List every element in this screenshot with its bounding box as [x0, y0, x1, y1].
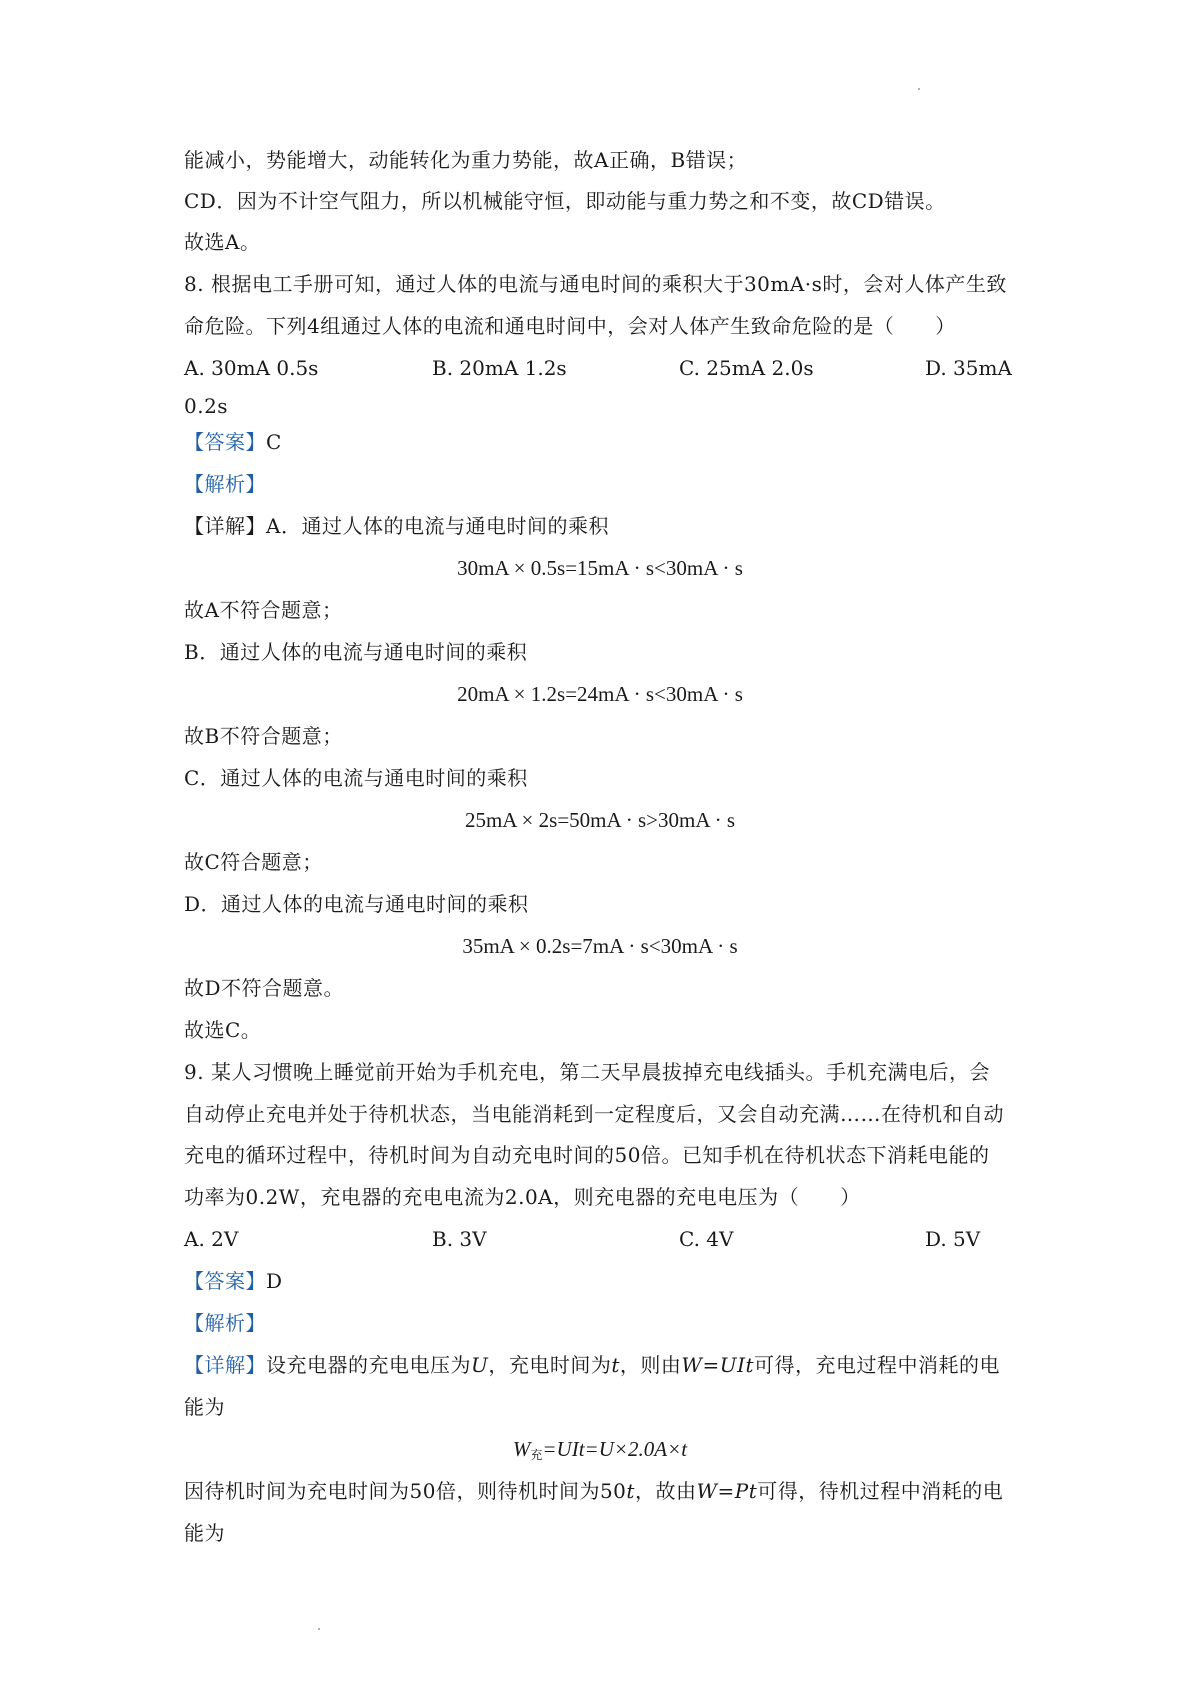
- symbol-t: t: [611, 1353, 620, 1377]
- detail-text: ，则由: [619, 1353, 682, 1377]
- q9-detail-4: 能为: [184, 1521, 225, 1545]
- text-line: 故选A。: [184, 230, 261, 254]
- q8-option-c: C. 25mA 2.0s: [679, 356, 814, 380]
- question-9-line-1: 9. 某人习惯晚上睡觉前开始为手机充电，第二天早晨拔掉充电线插头。手机充满电后，会: [184, 1060, 990, 1084]
- q9-detail-3: [184, 1477, 1003, 1505]
- equation-a: 30mA × 0.5s=15mA · s<30mA · s: [457, 556, 743, 580]
- analysis-tag: 【解析】: [184, 472, 266, 496]
- equation-w-charge: [0, 1435, 1200, 1469]
- text-line: CD．因为不计空气阻力，所以机械能守恒，即动能与重力势之和不变，故CD错误。: [184, 189, 946, 213]
- result-a: 故A不符合题意；: [184, 598, 343, 622]
- equation-c: 25mA × 2s=50mA · s>30mA · s: [464, 808, 736, 832]
- detail-text: A．通过人体的电流与通电时间的乘积: [266, 514, 609, 538]
- q8-answer: [184, 428, 282, 456]
- q9-option-b: B. 3V: [432, 1227, 487, 1251]
- detail-text: 设充电器的充电电压为: [266, 1353, 471, 1377]
- detail-text: ，充电时间为: [488, 1353, 612, 1377]
- answer-tag: 【答案】: [184, 1269, 266, 1293]
- q9-option-a: A. 2V: [184, 1227, 239, 1251]
- equation-b: 20mA × 1.2s=24mA · s<30mA · s: [457, 682, 743, 706]
- equation-body: =UIt=U×2.0A×t: [542, 1437, 688, 1461]
- q8-option-d-cont: 0.2s: [184, 394, 229, 418]
- q8-option-b: B. 20mA 1.2s: [432, 356, 567, 380]
- result-c: 故C符合题意；: [184, 850, 323, 874]
- equation-d: 35mA × 0.2s=7mA · s<30mA · s: [462, 934, 738, 958]
- formula-w-uit: W=UIt: [681, 1353, 755, 1377]
- answer-value: C: [266, 430, 282, 454]
- q8-analysis-tag: [184, 470, 266, 498]
- detail-text: 因待机时间为充电时间为50倍，则待机时间为50: [184, 1479, 627, 1503]
- detail-d: D．通过人体的电流与通电时间的乘积: [184, 892, 529, 916]
- detail-text: 可得，待机过程中消耗的电: [757, 1479, 1004, 1503]
- detail-b: B．通过人体的电流与通电时间的乘积: [184, 640, 528, 664]
- question-9-line-4: 功率为0.2W，充电器的充电电流为2.0A，则充电器的充电电压为（ ）: [184, 1185, 861, 1209]
- scan-speck: [918, 88, 920, 90]
- symbol-t: t: [626, 1479, 635, 1503]
- q9-option-d: D. 5V: [925, 1227, 981, 1251]
- analysis-tag: 【解析】: [184, 1311, 266, 1335]
- detail-text: ，故由: [634, 1479, 697, 1503]
- q8-detail-a: [184, 512, 609, 540]
- q8-option-a: A. 30mA 0.5s: [184, 356, 319, 380]
- text-line: 能减小，势能增大，动能转化为重力势能，故A正确，B错误；: [184, 148, 748, 172]
- subscript-charge: 充: [530, 1448, 543, 1462]
- q9-detail-2: 能为: [184, 1395, 225, 1419]
- detail-tag: 【详解】: [184, 1353, 266, 1377]
- detail-c: C．通过人体的电流与通电时间的乘积: [184, 766, 528, 790]
- result-b: 故B不符合题意；: [184, 724, 343, 748]
- detail-text: 可得，充电过程中消耗的电: [754, 1353, 1001, 1377]
- symbol-w: W: [512, 1437, 531, 1461]
- question-8-line-1: 8. 根据电工手册可知，通过人体的电流与通电时间的乘积大于30mA·s时，会对人体产生致: [184, 272, 1007, 296]
- detail-tag: 【详解】: [184, 514, 266, 538]
- q9-analysis-tag: [184, 1309, 266, 1337]
- result-d: 故D不符合题意。: [184, 976, 345, 1000]
- question-9-line-2: 自动停止充电并处于待机状态，当电能消耗到一定程度后，又会自动充满……在待机和自动: [184, 1102, 1004, 1126]
- q8-selection: 故选C。: [184, 1018, 262, 1042]
- q8-option-d: D. 35mA: [925, 356, 1012, 380]
- answer-value: D: [266, 1269, 283, 1293]
- question-8-line-2: 命危险。下列4组通过人体的电流和通电时间中，会对人体产生致命危险的是（ ）: [184, 314, 956, 338]
- symbol-u: U: [471, 1353, 489, 1377]
- q9-detail-1: [184, 1351, 1000, 1379]
- question-9-line-3: 充电的循环过程中，待机时间为自动充电时间的50倍。已知手机在待机状态下消耗电能的: [184, 1143, 990, 1167]
- answer-tag: 【答案】: [184, 430, 266, 454]
- formula-w-pt: W=Pt: [696, 1479, 758, 1503]
- scan-speck: [318, 1628, 320, 1630]
- q9-answer: [184, 1267, 283, 1295]
- q9-option-c: C. 4V: [679, 1227, 734, 1251]
